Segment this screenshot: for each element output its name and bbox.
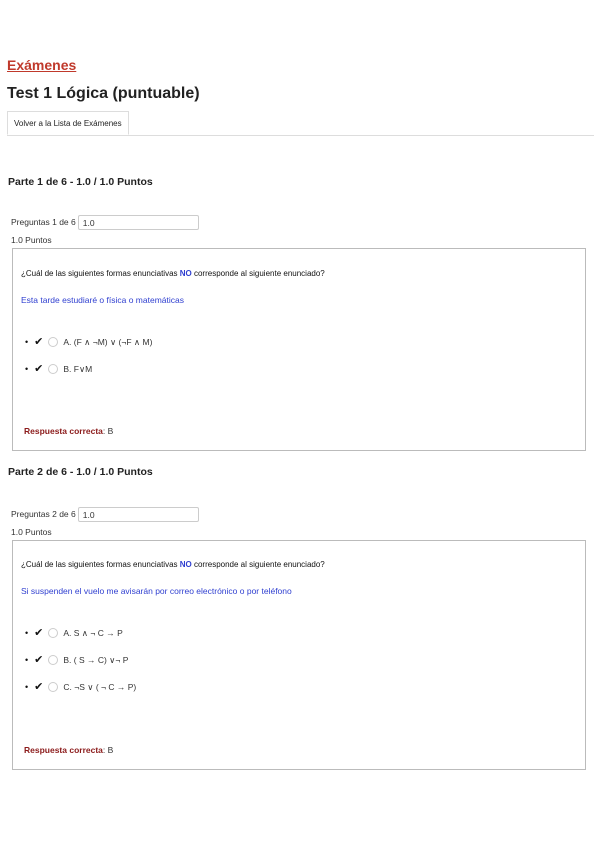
correct-answer	[24, 745, 113, 755]
part-heading: Parte 1 de 6 - 1.0 / 1.0 Puntos	[8, 176, 153, 188]
answer-option	[25, 363, 92, 375]
correct-answer-label: Respuesta correcta	[24, 745, 103, 755]
bullet: •	[25, 337, 29, 347]
radio-icon[interactable]	[48, 628, 58, 638]
question-prompt	[21, 269, 325, 278]
answer-option	[25, 627, 123, 639]
part-heading: Parte 2 de 6 - 1.0 / 1.0 Puntos	[8, 466, 153, 478]
bullet: •	[25, 682, 29, 692]
check-icon: ✔	[34, 363, 44, 375]
radio-icon[interactable]	[48, 364, 58, 374]
prompt-text: ¿Cuál de las siguientes formas enunciativas	[21, 269, 180, 278]
bullet: •	[25, 628, 29, 638]
check-icon: ✔	[34, 336, 44, 348]
check-icon: ✔	[34, 681, 44, 693]
question-label: Preguntas 1 de 6	[11, 216, 76, 227]
page-title: Test 1 Lógica (puntuable)	[7, 85, 200, 102]
question-box	[12, 540, 586, 770]
option-label: A. S ∧ ¬ C → P	[63, 627, 123, 638]
correct-answer-value: : B	[102, 426, 114, 436]
correct-answer	[24, 426, 113, 436]
question-statement: Esta tarde estudiaré o física o matemáticas	[21, 295, 184, 305]
breadcrumb[interactable]: Exámenes	[7, 57, 77, 73]
radio-icon[interactable]	[48, 337, 58, 347]
question-label: Preguntas 2 de 6	[11, 508, 76, 519]
score-input[interactable]	[78, 507, 199, 522]
prompt-text: corresponde al siguiente enunciado?	[191, 560, 325, 569]
correct-answer-label: Respuesta correcta	[24, 426, 103, 436]
radio-icon[interactable]	[48, 655, 58, 665]
answer-option	[25, 336, 152, 348]
option-label: B. F∨M	[63, 363, 93, 374]
answer-option	[25, 654, 128, 666]
tab-bar	[7, 111, 594, 136]
answer-option	[25, 681, 136, 693]
back-to-exam-list-tab[interactable]: Volver a la Lista de Exámenes	[7, 111, 129, 135]
points-label: 1.0 Puntos	[11, 527, 52, 537]
points-label: 1.0 Puntos	[11, 235, 52, 245]
question-counter	[11, 507, 199, 522]
option-label: C. ¬S ∨ ( ¬ C → P)	[63, 681, 137, 692]
prompt-text: ¿Cuál de las siguientes formas enunciativas	[21, 560, 180, 569]
radio-icon[interactable]	[48, 682, 58, 692]
prompt-text: corresponde al siguiente enunciado?	[191, 269, 325, 278]
check-icon: ✔	[34, 654, 44, 666]
bullet: •	[25, 364, 29, 374]
question-statement: Si suspenden el vuelo me avisarán por correo electrónico o por teléfono	[21, 586, 292, 596]
option-label: B. ( S → C) ∨¬ P	[63, 654, 129, 665]
check-icon: ✔	[34, 627, 44, 639]
correct-answer-value: : B	[102, 745, 114, 755]
option-label: A. (F ∧ ¬M) ∨ (¬F ∧ M)	[63, 336, 153, 347]
bullet: •	[25, 655, 29, 665]
prompt-keyword: NO	[179, 560, 192, 569]
question-box	[12, 248, 586, 451]
prompt-keyword: NO	[179, 269, 192, 278]
score-input[interactable]	[78, 215, 199, 230]
question-counter	[11, 215, 199, 230]
question-prompt	[21, 560, 325, 569]
